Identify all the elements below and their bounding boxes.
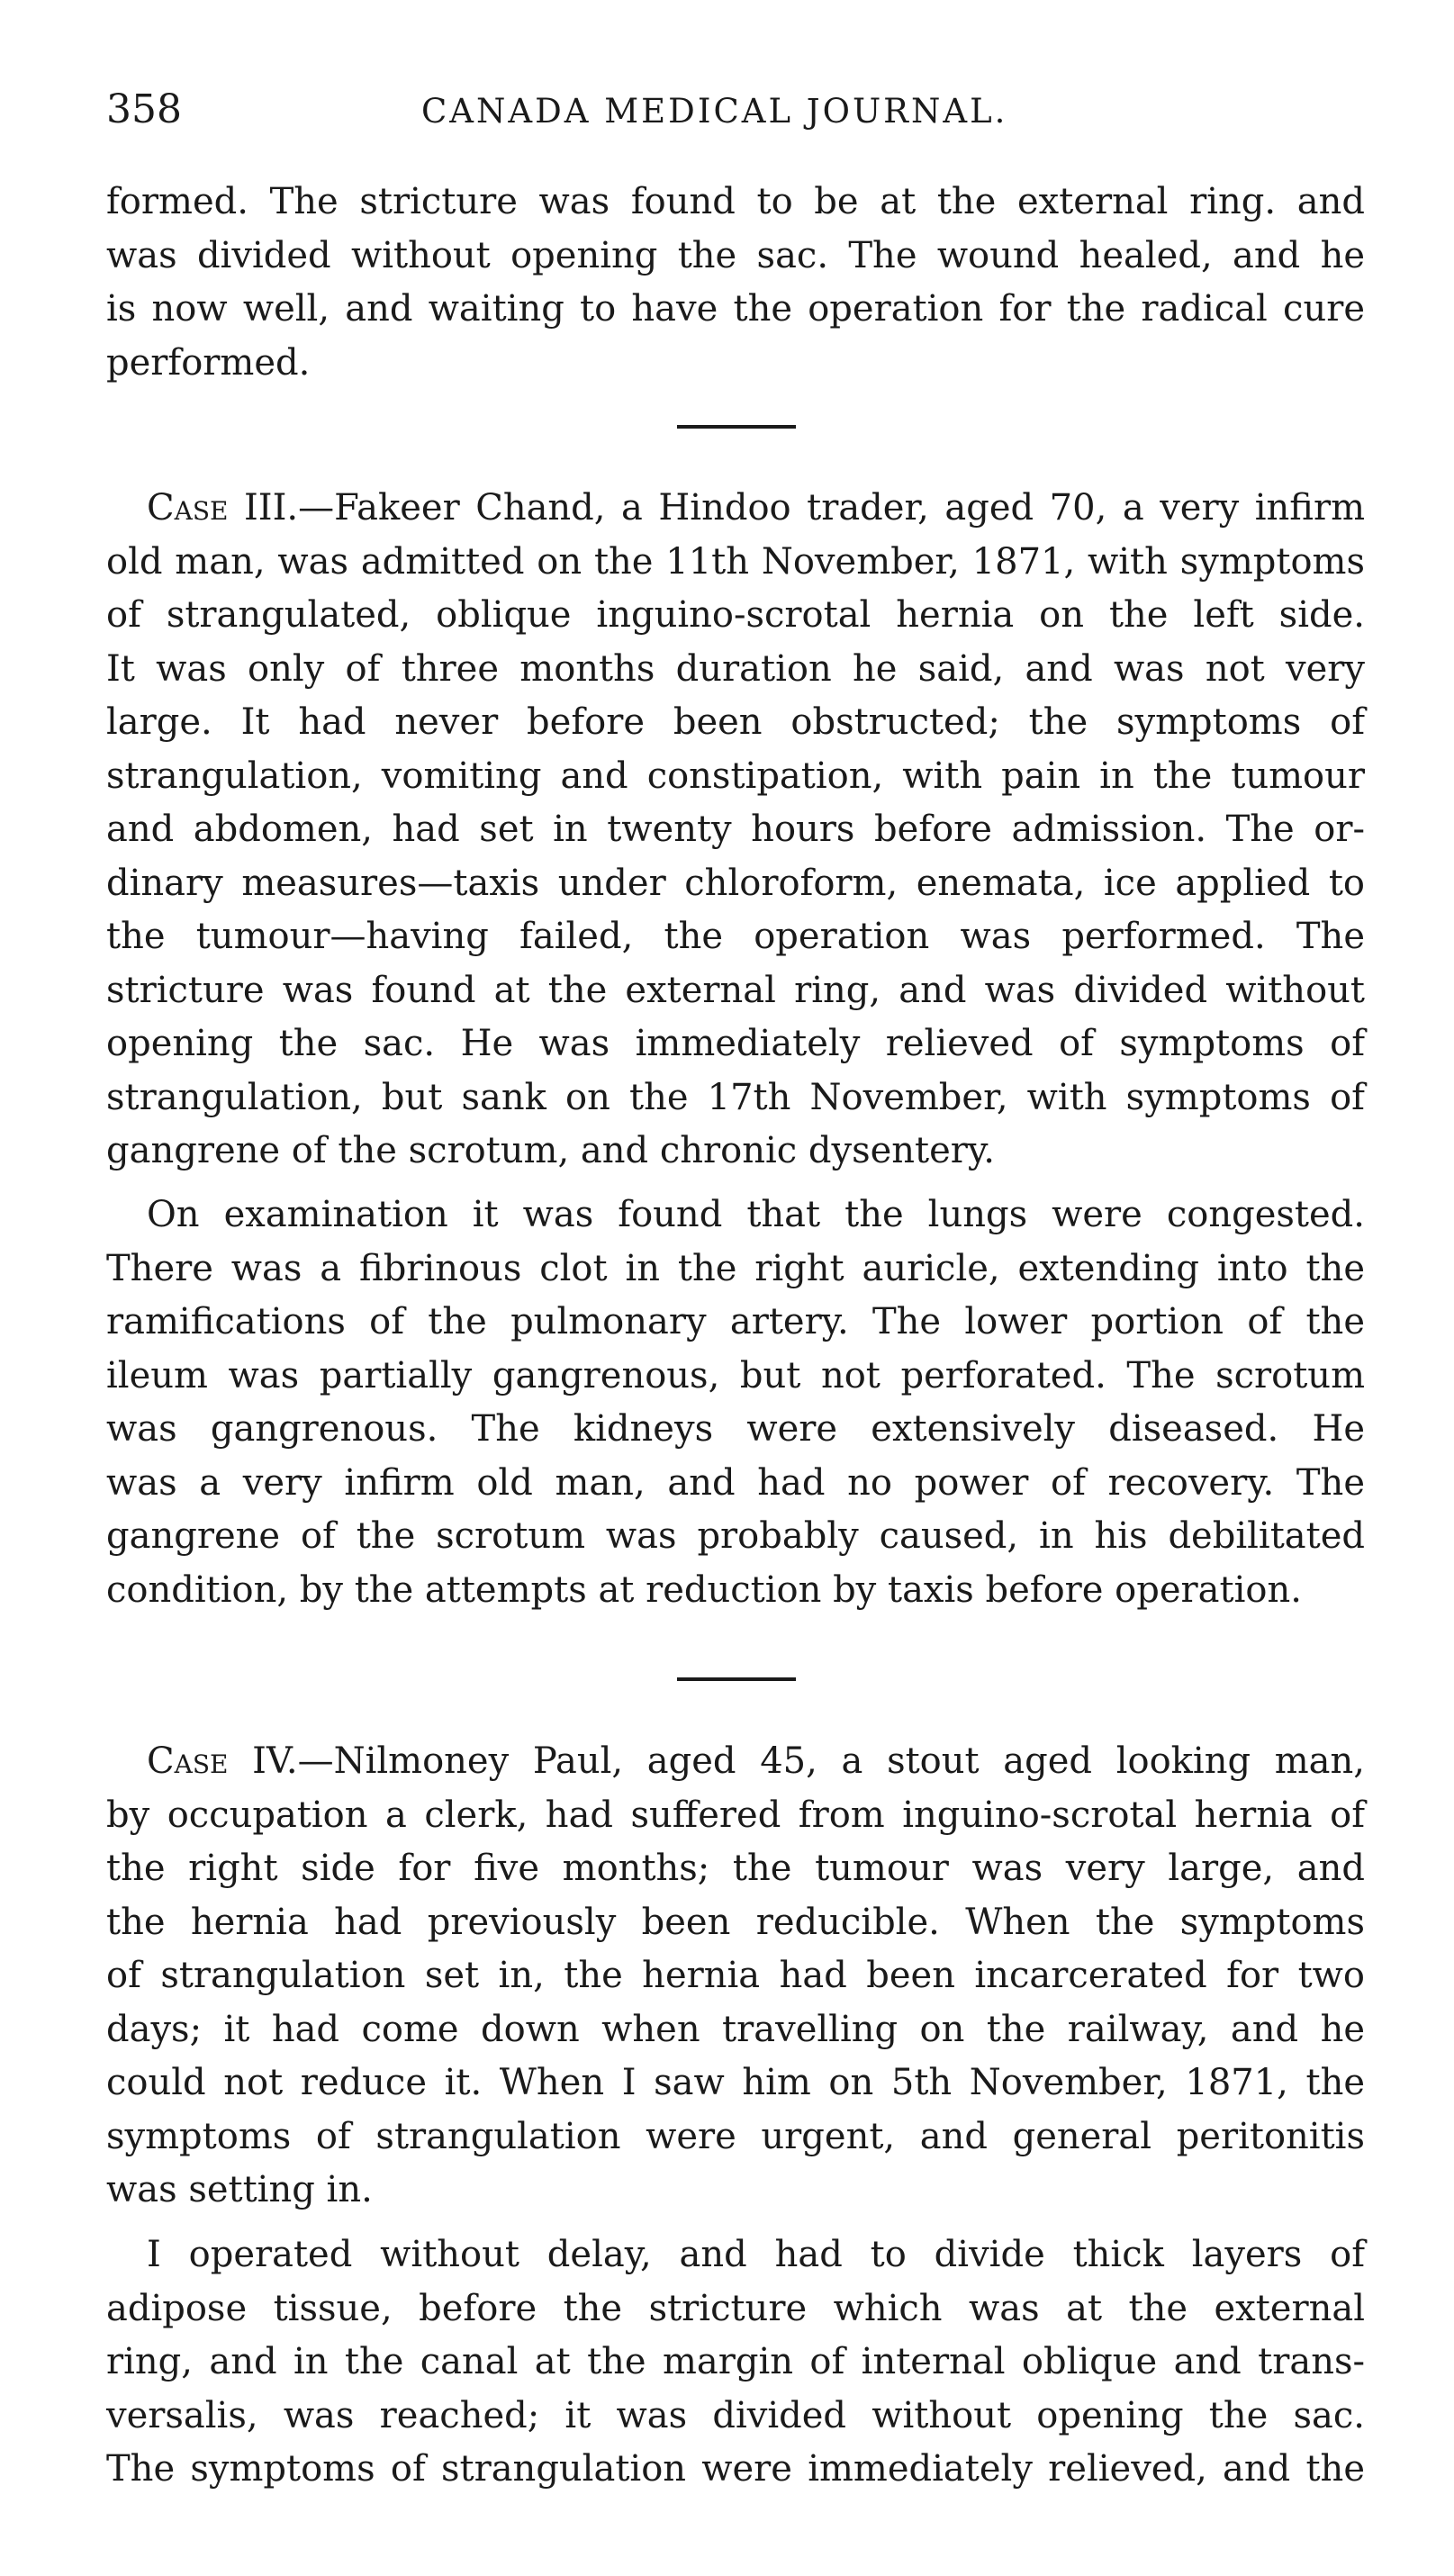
text-line: strangulation, but sank on the 17th November, with symptoms of <box>106 1076 1365 1118</box>
text-line: is now well, and waiting to have the operation for the radical cure <box>106 288 1365 330</box>
page-number: 358 <box>106 86 182 132</box>
text-line: the hernia had previously been reducible. When the symptoms <box>106 1901 1365 1943</box>
text-line: dinary measures—taxis under chloroform, enemata, ice applied to <box>106 862 1365 904</box>
text-line: There was a fibrinous clot in the right auricle, extending into the <box>106 1247 1365 1289</box>
text-line: ramifications of the pulmonary artery. The lower portion of the <box>106 1301 1365 1342</box>
text-line <box>106 1735 1365 1789</box>
text-line: versalis, was reached; it was divided without opening the sac. <box>106 2394 1365 2436</box>
text-line: It was only of three months duration he said, and was not very <box>106 647 1365 690</box>
case-label: Case IV. <box>147 1740 298 1782</box>
page-header <box>106 83 1367 137</box>
text-line-content: —Nilmoney Paul, aged 45, a stout aged looking man, <box>297 1740 1366 1782</box>
text-line <box>106 482 1365 536</box>
section-divider <box>677 425 796 429</box>
paragraph-examination <box>106 1189 1365 1617</box>
text-line: days; it had come down when travelling on the railway, and he <box>106 2008 1365 2050</box>
text-line: of strangulation set in, the hernia had been incarcerated for two <box>106 1955 1365 1996</box>
section-divider <box>677 1677 796 1681</box>
paragraph-case-iii <box>106 482 1365 1179</box>
case-label: Case III. <box>147 487 299 529</box>
text-line: condition, by the attempts at reduction by taxis before operation. <box>106 1568 1302 1611</box>
text-line: the right side for five months; the tumour was very large, and <box>106 1848 1365 1889</box>
text-line: was divided without opening the sac. The wound healed, and he <box>106 234 1365 276</box>
text-line: The symptoms of strangulation were immediately relieved, and the <box>106 2448 1365 2490</box>
text-line: gangrene of the scrotum, and chronic dysentery. <box>106 1130 995 1171</box>
text-line: gangrene of the scrotum was probably caused, in his debilitated <box>106 1515 1365 1557</box>
text-line: performed. <box>106 341 311 384</box>
paragraph-case-iv <box>106 1735 1365 2218</box>
text-line: formed. The stricture was found to be at the external ring. and <box>106 181 1365 222</box>
text-line: stricture was found at the external ring, and was divided without <box>106 969 1365 1011</box>
text-line: opening the sac. He was immediately relieved of symptoms of <box>106 1023 1365 1064</box>
text-line: could not reduce it. When I saw him on 5th November, 1871, the <box>106 2062 1365 2103</box>
text-line-content: —Fakeer Chand, a Hindoo trader, aged 70, a very infirm <box>298 487 1365 529</box>
text-line: strangulation, vomiting and constipation, with pain in the tumour <box>106 755 1365 797</box>
text-line: ileum was partially gangrenous, but not perforated. The scrotum <box>106 1354 1365 1396</box>
paragraph-operation <box>106 2228 1365 2497</box>
paragraph-continuation <box>106 176 1365 390</box>
text-line: old man, was admitted on the 11th November, 1871, with symptoms <box>106 540 1365 583</box>
text-line: was a very infirm old man, and had no power of recovery. The <box>106 1461 1365 1504</box>
text-line: large. It had never before been obstructed; the symptoms of <box>106 701 1365 743</box>
text-line: I operated without delay, and had to divide thick layers of <box>147 2234 1365 2275</box>
text-line: was gangrenous. The kidneys were extensively diseased. He <box>106 1408 1365 1450</box>
text-line: was setting in. <box>106 2169 373 2210</box>
text-line: by occupation a clerk, had suffered from inguino-scrotal hernia of <box>106 1794 1365 1836</box>
text-line: symptoms of strangulation were urgent, and general peritonitis <box>106 2115 1365 2157</box>
text-line: of strangulated, oblique inguino-scrotal hernia on the left side. <box>106 594 1365 636</box>
running-head: CANADA MEDICAL JOURNAL. <box>421 92 1008 131</box>
text-line: On examination it was found that the lungs were congested. <box>147 1194 1365 1235</box>
text-line: and abdomen, had set in twenty hours before admission. The or- <box>106 809 1365 850</box>
text-line: ring, and in the canal at the margin of internal oblique and trans- <box>106 2341 1365 2382</box>
text-line: adipose tissue, before the stricture which was at the external <box>106 2287 1365 2329</box>
text-line: the tumour—having failed, the operation was performed. The <box>106 916 1365 957</box>
